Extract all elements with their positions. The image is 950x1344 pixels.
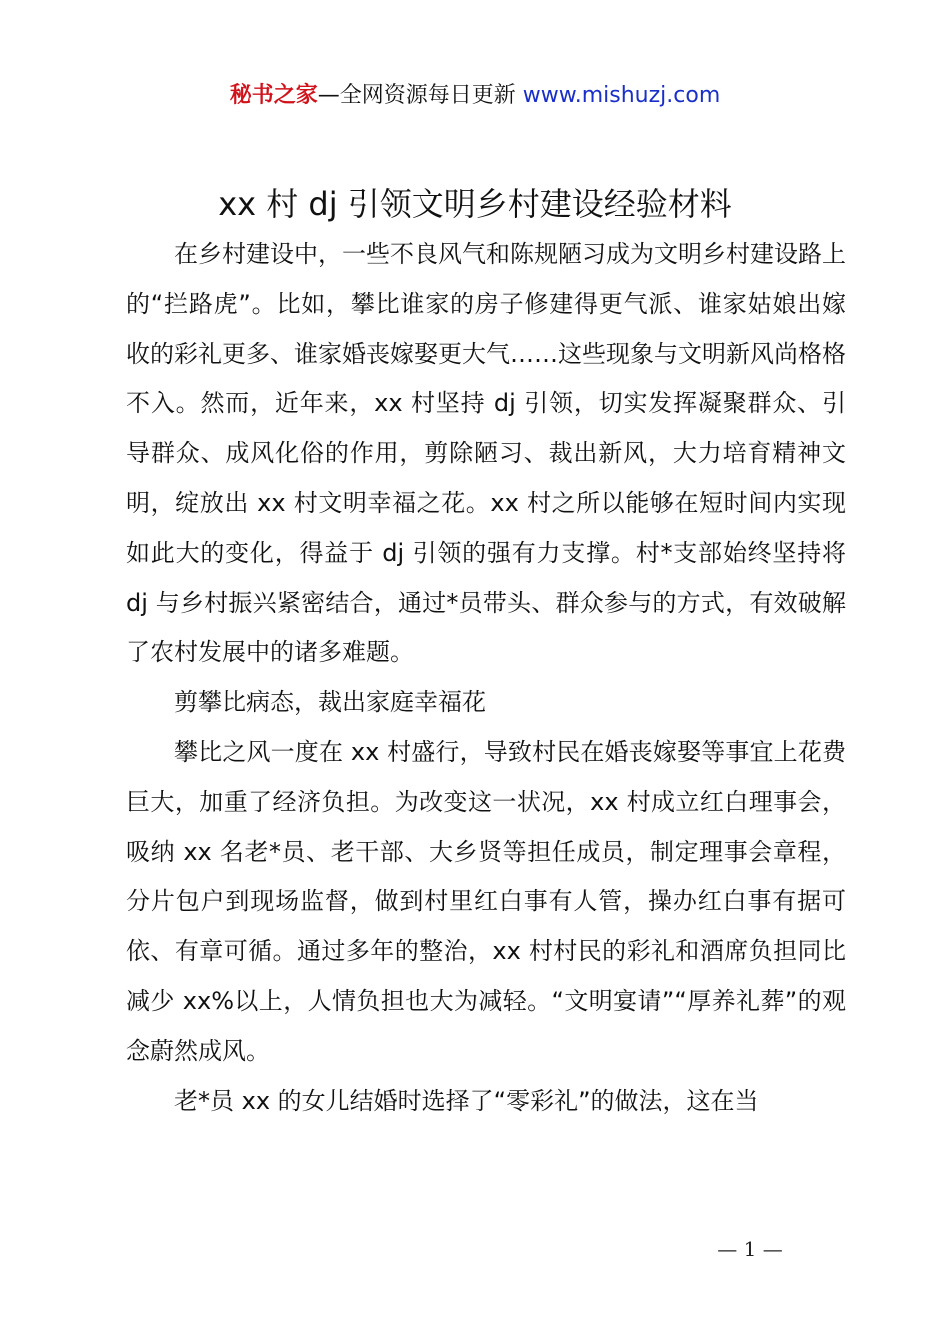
paragraph-reform: 攀比之风一度在 xx 村盛行，导致村民在婚丧嫁娶等事宜上花费巨大，加重了经济负担。为改变这一状况，xx 村成立红白理事会，吸纳 xx 名老*员、老干部、大乡贤等担任成员，制定理事会章程，分片包户到现场监督，做到村里红白事有人管，操办红白事有据可依、有章可循。通过多年的整治，xx 村村民的彩礼和酒席负担同比减少 xx%以上，人情负担也大为减轻。“文明宴请”“厚养礼葬”的观念蔚然成风。 [126,737,846,1065]
section-heading: 剪攀比病态，裁出家庭幸福花 [174,688,486,717]
paragraph-intro: 在乡村建设中，一些不良风气和陈规陋习成为文明乡村建设路上的“拦路虎”。比如，攀比谁家的房子修建得更气派、谁家姑娘出嫁收的彩礼更多、谁家婚丧嫁娶更大气……这些现象与文明新风尚格格不入。然而，近年来，xx 村坚持 dj 引领，切实发挥凝聚群众、引导群众、成风化俗的作用，剪除陋习、裁出新风，大力培育精神文明，绽放出 xx 村文明幸福之花。xx 村之所以能够在短时间内实现如此大的变化，得益于 dj 引领的强有力支撑。村*支部始终坚持将 dj 与乡村振兴紧密结合，通过*员带头、群众参与的方式，有效破解了农村发展中的诸多难题。 [126,240,846,667]
document-title: xx 村 dj 引领文明乡村建设经验材料 [218,185,732,223]
site-url-link[interactable]: www.mishuzj.com [522,83,721,108]
page-number: — 1 — [717,1237,783,1261]
site-brand: 秘书之家 [229,83,318,108]
site-tagline: —全网资源每日更新 [317,83,523,108]
site-header [0,80,950,112]
document-body [126,230,846,1126]
paragraph-example: 老*员 xx 的女儿结婚时选择了“零彩礼”的做法，这在当 [174,1086,759,1115]
